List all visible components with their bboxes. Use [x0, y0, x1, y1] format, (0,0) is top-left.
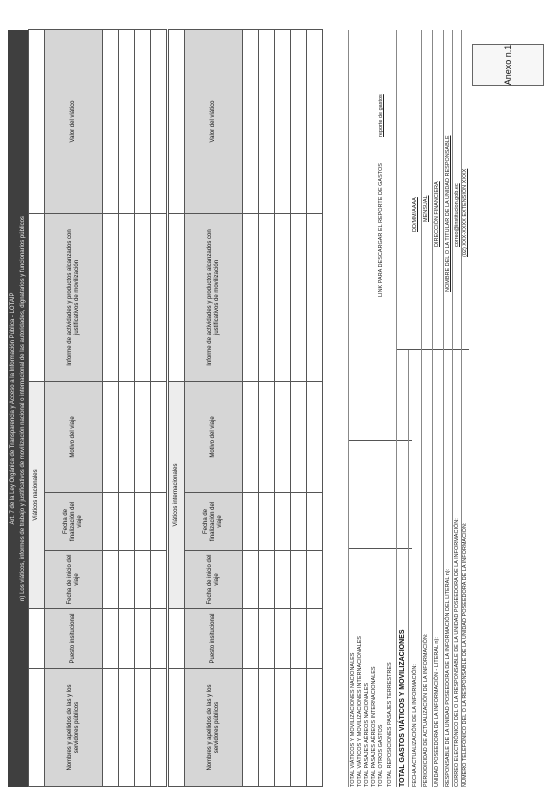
meta-value: MENSUAL: [423, 195, 429, 222]
table-row: [243, 29, 259, 786]
col-header-reason: Motivo del viaje: [185, 381, 243, 492]
col-header-report: Informe de actividades y productos alcanzados con justificativos de movilización: [45, 213, 103, 381]
table-row: [291, 29, 307, 786]
footer-total-line: TOTAL VIÁTICOS Y MOVILIZACIONES NACIONALES: [350, 652, 356, 787]
document-title: Art. 7 de la Ley Orgánica de Transparencia y Acceso a la Información Pública - LOTAIP: [8, 30, 18, 787]
meta-label: UNIDAD POSEEDORA DE LA INFORMACIÓN - LITERAL n):: [434, 637, 440, 787]
meta-value: DD/MM/AAAA: [412, 197, 418, 232]
col-header-position: Puesto insitucional: [185, 609, 243, 669]
national-section-label: Viáticos nacionales: [29, 381, 45, 608]
footer-total-line: TOTAL REPOSICIONES PASAJES TERRESTRES: [387, 662, 393, 787]
table-row: [151, 29, 167, 786]
table-row: [307, 29, 323, 786]
table-row: [259, 29, 275, 786]
footer-grand-total: TOTAL GASTOS VIÁTICOS Y MOVILIZACIONES: [399, 629, 406, 787]
col-header-report: Informe de actividades y productos alcanzados con justificativos de movilización: [185, 213, 243, 381]
col-header-amount: Valor del viático: [185, 29, 243, 213]
col-header-start-date: Fecha de inicio del viaje: [185, 551, 243, 609]
footer-total-line: TOTAL PASAJES AÉREOS NACIONALES: [364, 682, 370, 787]
meta-value: (02) XXX-XXXX EXTENSIÓN XXXX: [462, 168, 468, 257]
table-row: [103, 29, 119, 786]
col-header-name: Nombres y apellidos de las y los servidores públicos: [185, 669, 243, 787]
international-section-label: Viáticos internacionales: [169, 381, 185, 608]
meta-label: PERIODICIDAD DE ACTUALIZACIÓN DE LA INFORMACIÓN:: [423, 633, 429, 787]
meta-label: RESPONSABLE DE LA UNIDAD POSEEDORA DE LA INFORMACIÓN DEL LITERAL n):: [445, 568, 451, 787]
national-travel-table: [28, 29, 167, 787]
annex-tab: [472, 44, 544, 86]
footer-total-line: TOTAL PASAJES AÉREOS INTERNACIONALES: [371, 666, 377, 787]
col-header-position: Puesto insitucional: [45, 609, 103, 669]
international-travel-table: [168, 29, 323, 787]
report-link[interactable]: reporte de gastos: [378, 94, 384, 137]
table-row: [275, 29, 291, 786]
landscape-document: [8, 30, 469, 787]
meta-value: NOMBRE DEL O LA TITULAR DE LA UNIDAD RESPONSABLE: [445, 135, 451, 292]
table-row: [135, 29, 151, 786]
col-header-end-date: Fecha de finalización del viaje: [45, 493, 103, 551]
table-row: [119, 29, 135, 786]
document-footer: [348, 30, 469, 787]
col-header-name: Nombres y apellidos de las y los servidores públicos: [45, 669, 103, 787]
meta-label: CORREO ELECTRÓNICO DEL O LA RESPONSABLE DE LA UNIDAD POSEEDORA DE LA INFORMACIÓN:: [454, 518, 460, 787]
col-header-amount: Valor del viático: [45, 29, 103, 213]
meta-value: DIRECCIÓN FINANCIERA: [434, 181, 440, 247]
footer-total-line: TOTAL OTROS GASTOS: [378, 724, 384, 787]
meta-label: FECHA ACTUALIZACIÓN DE LA INFORMACIÓN:: [412, 664, 418, 787]
col-header-reason: Motivo del viaje: [45, 381, 103, 492]
report-link-label: LINK PARA DESCARGAR EL REPORTE DE GASTOS: [378, 163, 384, 297]
annex-label: Anexo n.1: [503, 44, 513, 86]
col-header-start-date: Fecha de inicio del viaje: [45, 551, 103, 609]
meta-value[interactable]: correo@institucion.gob.ec: [454, 183, 460, 247]
meta-label: NÚMERO TELEFÓNICO DEL O LA RESPONSABLE DE LA UNIDAD POSEEDORA DE LA INFORMACIÓN:: [462, 522, 468, 787]
col-header-end-date: Fecha de finalización del viaje: [185, 493, 243, 551]
document-subtitle: n) Los viáticos, informes de trabajo y justificativos de movilización nacional o internacional de las autoridades, dignatarios y funcionarios públicos: [18, 30, 28, 787]
footer-total-line: TOTAL VIÁTICOS Y MOVILIZACIONES INTERNACIONALES: [357, 636, 363, 787]
